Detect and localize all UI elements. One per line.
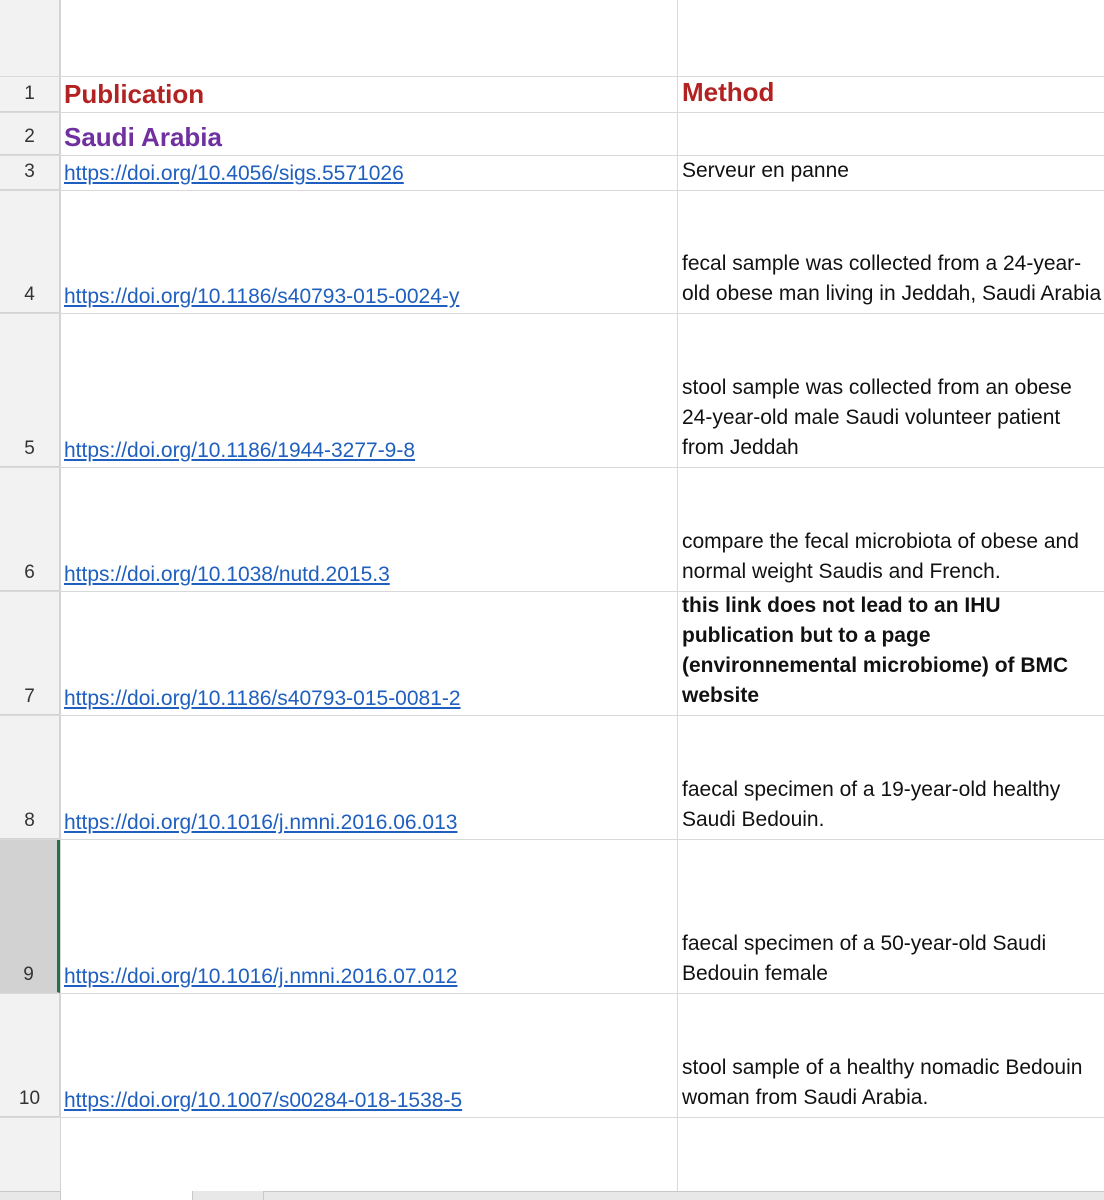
row-1[interactable] [0,77,1104,113]
cell-a2[interactable] [64,122,674,155]
cell-b4[interactable] [677,191,1104,313]
method-text: faecal specimen of a 50-year-old Saudi Bedouin female [682,932,1047,985]
doi-link[interactable]: https://doi.org/10.1007/s00284-018-1538-5 [64,1089,463,1112]
row-8[interactable] [0,716,1104,840]
method-text: faecal specimen of a 19-year-old healthy Saudi Bedouin. [682,778,1061,831]
publication-header: Publication [64,79,205,109]
method-header: Method [682,77,775,107]
row-number[interactable]: 8 [0,716,60,839]
cell-b6[interactable] [677,468,1104,591]
row-5[interactable] [0,314,1104,468]
top-blank-row [0,0,1104,77]
doi-link[interactable]: https://doi.org/10.1186/1944-3277-9-8 [64,439,416,462]
row-9[interactable] [0,840,1104,994]
doi-link[interactable]: https://doi.org/10.1186/s40793-015-0081-2 [64,687,461,710]
doi-link[interactable]: https://doi.org/10.4056/sigs.5571026 [64,162,404,185]
row-number[interactable]: 7 [0,592,60,715]
cell-a1[interactable] [64,79,674,112]
row-2[interactable] [0,113,1104,156]
row-4[interactable] [0,191,1104,314]
sheet-tab[interactable] [192,1191,264,1200]
row-7[interactable] [0,592,1104,716]
cell-b7[interactable] [677,592,1104,715]
method-text: compare the fecal microbiota of obese and normal weight Saudis and French. [682,530,1079,583]
cell-b5[interactable] [677,314,1104,467]
row-number[interactable]: 1 [0,77,60,112]
section-saudi-arabia: Saudi Arabia [64,122,222,152]
method-text: stool sample of a healthy nomadic Bedouin woman from Saudi Arabia. [682,1056,1083,1109]
cell-b9[interactable] [677,840,1104,993]
row-number[interactable]: 5 [0,314,60,467]
row-number[interactable]: 2 [0,113,60,155]
cell-b3[interactable] [677,156,1104,190]
method-text: this link does not lead to an IHU publication but to a page (environnemental microbiome) of BMC website [682,594,1069,707]
cell-b10[interactable] [677,994,1104,1117]
doi-link[interactable]: https://doi.org/10.1186/s40793-015-0024-y [64,285,460,308]
method-text: stool sample was collected from an obese 24-year-old male Saudi volunteer patient from Jeddah [682,376,1072,459]
row-number-selected[interactable]: 9 [0,840,60,993]
cell-a4[interactable] [64,285,674,313]
cell-b8[interactable] [677,716,1104,839]
row-number[interactable]: 10 [0,994,60,1117]
cell-a8[interactable] [64,811,674,839]
cell-a5[interactable] [64,439,674,467]
row-3[interactable] [0,156,1104,191]
row-6[interactable] [0,468,1104,592]
doi-link[interactable]: https://doi.org/10.1038/nutd.2015.3 [64,563,390,586]
row-10[interactable] [0,994,1104,1118]
method-text: fecal sample was collected from a 24-year-old obese man living in Jeddah, Saudi Arabia [682,252,1102,305]
row-number[interactable]: 3 [0,156,60,190]
cell-a7[interactable] [64,687,674,715]
method-text: Serveur en panne [682,159,849,182]
doi-link[interactable]: https://doi.org/10.1016/j.nmni.2016.07.012 [64,965,458,988]
sheet-tab-active[interactable] [60,1191,194,1200]
cell-a6[interactable] [64,563,674,591]
cell-a10[interactable] [64,1089,674,1117]
cell-b1[interactable] [677,77,1104,112]
cell-a3[interactable] [64,162,674,190]
row-number[interactable]: 4 [0,191,60,313]
cell-b2[interactable] [677,113,1104,155]
cell-a9[interactable] [64,965,674,993]
row-header-blank [0,0,60,76]
doi-link[interactable]: https://doi.org/10.1016/j.nmni.2016.06.013 [64,811,458,834]
row-number[interactable]: 6 [0,468,60,591]
